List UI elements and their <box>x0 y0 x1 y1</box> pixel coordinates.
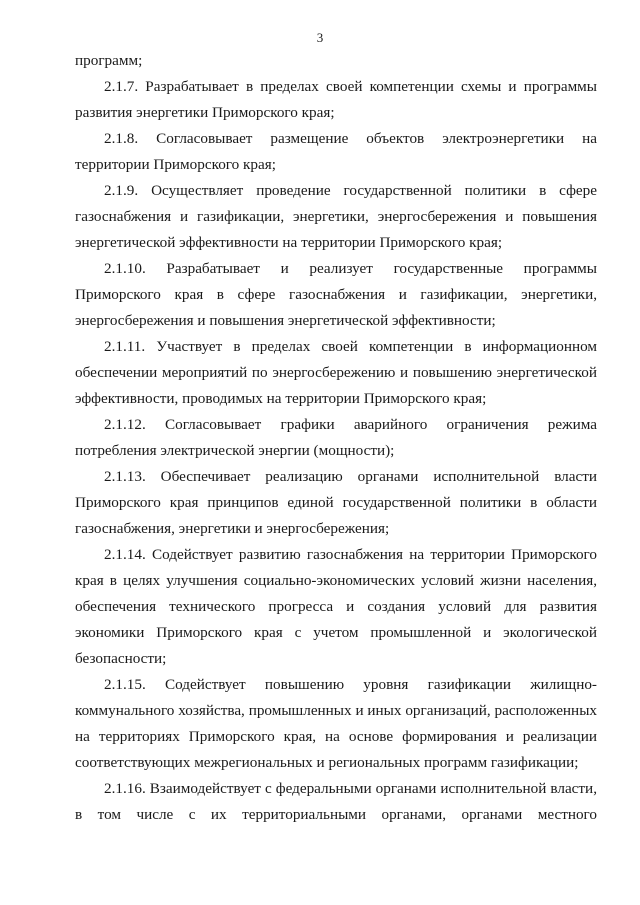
paragraph-2-1-8: 2.1.8. Согласовывает размещение объектов электроэнергетики на территории Приморского края; <box>75 130 597 173</box>
paragraph-2-1-11: 2.1.11. Участвует в пределах своей компетенции в информационном обеспечении мероприятий по энергосбережению и повышению энергетической эффективности, проводимых на территории Приморского края; <box>75 338 597 407</box>
paragraph-2-1-15: 2.1.15. Содействует повышению уровня газификации жилищно-коммунального хозяйства, промышленных и иных организаций, расположенных на территориях Приморского края, на основе формирования и реализации соответствующих межрегиональных и региональных программ газификации; <box>75 676 597 771</box>
paragraph-2-1-12: 2.1.12. Согласовывает графики аварийного ограничения режима потребления электрической энергии (мощности); <box>75 416 597 459</box>
paragraph-2-1-7: 2.1.7. Разрабатывает в пределах своей компетенции схемы и программы развития энергетики Приморского края; <box>75 78 597 121</box>
paragraph-2-1-16: 2.1.16. Взаимодействует с федеральными органами исполнительной власти, в том числе с их территориальными органами, органами местного <box>75 780 597 823</box>
paragraph-2-1-14: 2.1.14. Содействует развитию газоснабжения на территории Приморского края в целях улучшения социально-экономических условий жизни населения, обеспечения технического прогресса и создания условий для развития экономики Приморского края с учетом промышленной и экологической безопасности; <box>75 546 597 667</box>
paragraph-continuation: программ; <box>75 52 143 69</box>
page-number: 3 <box>316 30 324 45</box>
paragraph-2-1-10: 2.1.10. Разрабатывает и реализует государственные программы Приморского края в сфере газоснабжения и газификации, энергетики, энергосбережения и повышения энергетической эффективности; <box>75 260 597 329</box>
paragraph-2-1-9: 2.1.9. Осуществляет проведение государственной политики в сфере газоснабжения и газификации, энергетики, энергосбережения и повышения энергетической эффективности на территории Приморского края; <box>75 182 597 251</box>
document-body <box>75 48 597 828</box>
paragraph-2-1-13: 2.1.13. Обеспечивает реализацию органами исполнительной власти Приморского края принципов единой государственной политики в области газоснабжения, энергетики и энергосбережения; <box>75 468 597 537</box>
